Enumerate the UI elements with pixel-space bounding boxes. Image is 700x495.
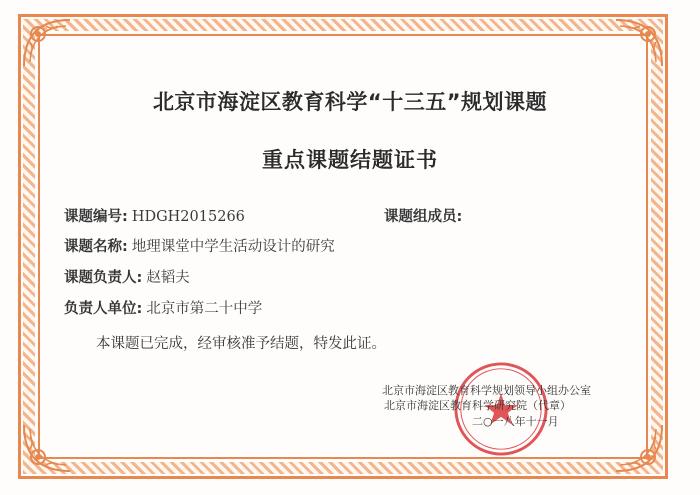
field-project-code	[64, 205, 245, 226]
field-project-leader	[64, 266, 190, 287]
certificate-subtitle: 重点课题结题证书	[262, 148, 438, 172]
corner-ornament-icon	[20, 16, 74, 70]
certificate-title: 北京市海淀区教育科学“十三五”规划课题	[152, 90, 548, 114]
field-members	[384, 205, 466, 226]
issuer-line-institute: 北京市海淀区教育科学研究院（代章）	[384, 399, 571, 412]
corner-ornament-icon	[612, 421, 666, 475]
issuer-block	[382, 383, 632, 413]
certificate-statement: 本课题已完成，经审核准予结题，特发此证。	[96, 336, 386, 352]
project-name-label: 课题名称:	[64, 239, 128, 255]
field-leader-unit	[64, 297, 262, 318]
leader-unit-value: 北京市第二十中学	[146, 301, 263, 317]
corner-ornament-icon	[20, 421, 74, 475]
issue-date: 二○一八年十一月	[472, 415, 559, 428]
project-leader-label: 课题负责人:	[64, 270, 143, 286]
members-label: 课题组成员:	[384, 209, 463, 225]
corner-ornament-icon	[612, 16, 666, 70]
field-project-name	[64, 235, 335, 256]
project-code-value: HDGH2015266	[131, 209, 245, 225]
leader-unit-label: 负责人单位:	[64, 301, 143, 317]
project-code-label: 课题编号:	[64, 209, 128, 225]
project-name-value: 地理课堂中学生活动设计的研究	[131, 239, 335, 255]
issuer-line-office: 北京市海淀区教育科学规划领导小组办公室	[382, 384, 591, 397]
project-leader-value: 赵韬夫	[146, 270, 190, 286]
